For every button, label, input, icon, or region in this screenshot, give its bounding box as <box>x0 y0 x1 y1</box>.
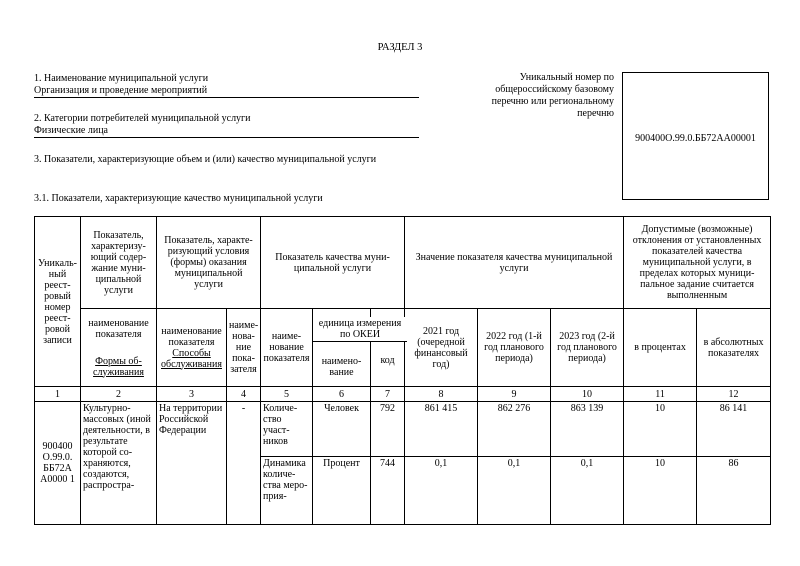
header-name-indicator-2: наименование показателя <box>161 325 222 348</box>
deviation-percent: 10 <box>624 402 697 457</box>
column-number: 5 <box>261 387 313 402</box>
header-conditions-sub <box>157 309 227 387</box>
service-name-field <box>34 73 419 98</box>
header-2023: 2023 год (2-й год планового периода) <box>551 309 624 387</box>
header-quality-indicator: Показатель качества муниципальной услуги <box>261 217 405 309</box>
consumers-label: 2. Категории потребителей муниципальной услуги <box>34 113 251 124</box>
column-number: 7 <box>371 387 405 402</box>
unit-name: Процент <box>313 457 371 525</box>
deviation-absolute: 86 141 <box>697 402 771 457</box>
service-name-value: Организация и проведение мероприятий <box>34 85 208 96</box>
header-name-indicator-3: наименование показателя <box>227 309 261 387</box>
header-unit-name: наименование <box>321 356 362 378</box>
header-name-indicator: наименование показателя <box>88 317 149 340</box>
table-row <box>35 402 771 457</box>
unit-name: Человек <box>313 402 371 457</box>
indicator-name: Динамика количества мероприя- <box>261 457 313 525</box>
value-2023: 863 139 <box>551 402 624 457</box>
column-number: 2 <box>81 387 157 402</box>
registry-number: 900400 О.99.0. ББ72А А0000 1 <box>35 402 81 525</box>
territory-value: На территории Российской Федерации <box>157 402 227 525</box>
header-content-sub <box>81 309 157 387</box>
column-number: 3 <box>157 387 227 402</box>
header-unit: единица измерения по ОКЕИ <box>313 317 407 342</box>
service-name-label: 1. Наименование муниципальной услуги <box>34 73 209 84</box>
quality-heading: 3.1. Показатели, характеризующие качество муниципальной услуги <box>34 193 323 204</box>
column-number: 11 <box>624 387 697 402</box>
header-forms: Формы обслуживания <box>93 355 144 378</box>
column-number: 10 <box>551 387 624 402</box>
table-header-row <box>35 217 771 309</box>
quality-indicators-table <box>34 216 771 525</box>
section-title: РАЗДЕЛ 3 <box>377 42 423 53</box>
value-2021: 861 415 <box>405 402 478 457</box>
column-number-row <box>35 387 771 402</box>
value-2023: 0,1 <box>551 457 624 525</box>
column-number: 4 <box>227 387 261 402</box>
value-2022: 0,1 <box>478 457 551 525</box>
header-content-indicator: Показатель, характеризующий содержание муниципальной услуги <box>81 217 157 309</box>
value-2022: 862 276 <box>478 402 551 457</box>
header-deviation: Допустимые (возможные) отклонения от установленных показателей качества муниципальной услуги, в пределах которых муниципальное задание считается выполненным <box>624 217 771 309</box>
dash-value: - <box>227 402 261 525</box>
content-value: Культурно-массовых (иной деятельности, в результате которой сохраняются, создаются, распростра- <box>81 402 157 525</box>
indicator-name: Количество участников <box>261 402 313 457</box>
header-conditions-indicator: Показатель, характеризующий условия (формы) оказания муниципальной услуги <box>157 217 261 309</box>
deviation-absolute: 86 <box>697 457 771 525</box>
header-absolute: в абсолютных показателях <box>697 309 771 387</box>
header-unique-number: Уникальный реестровый номер реестровой записи <box>35 217 81 387</box>
deviation-percent: 10 <box>624 457 697 525</box>
value-2021: 0,1 <box>405 457 478 525</box>
header-percent: в процентах <box>624 309 697 387</box>
unit-code: 744 <box>371 457 405 525</box>
unique-number-label: Уникальный номер по общероссийскому базовому перечню или региональному перечню <box>491 72 614 119</box>
unit-code: 792 <box>371 402 405 457</box>
header-2021: 2021 год (очередной финансовый год) <box>405 309 478 387</box>
consumers-field <box>34 113 419 138</box>
column-number: 8 <box>405 387 478 402</box>
column-number: 6 <box>313 387 371 402</box>
table-subheader-row <box>35 309 771 387</box>
column-number: 1 <box>35 387 81 402</box>
header-code: код <box>371 309 405 387</box>
header-2022: 2022 год (1-й год планового периода) <box>478 309 551 387</box>
header-methods: Способы обслуживания <box>161 347 222 370</box>
consumers-value: Физические лица <box>34 125 108 136</box>
unique-number-value: 900400О.99.0.ББ72АА00001 <box>635 133 756 144</box>
column-number: 9 <box>478 387 551 402</box>
header-quality-value: Значение показателя качества муниципальной услуги <box>405 217 624 309</box>
indicators-heading: 3. Показатели, характеризующие объем и (или) качество муниципальной услуги <box>34 154 377 165</box>
header-name-indicator-4: наименование показателя <box>261 309 313 387</box>
column-number: 12 <box>697 387 771 402</box>
